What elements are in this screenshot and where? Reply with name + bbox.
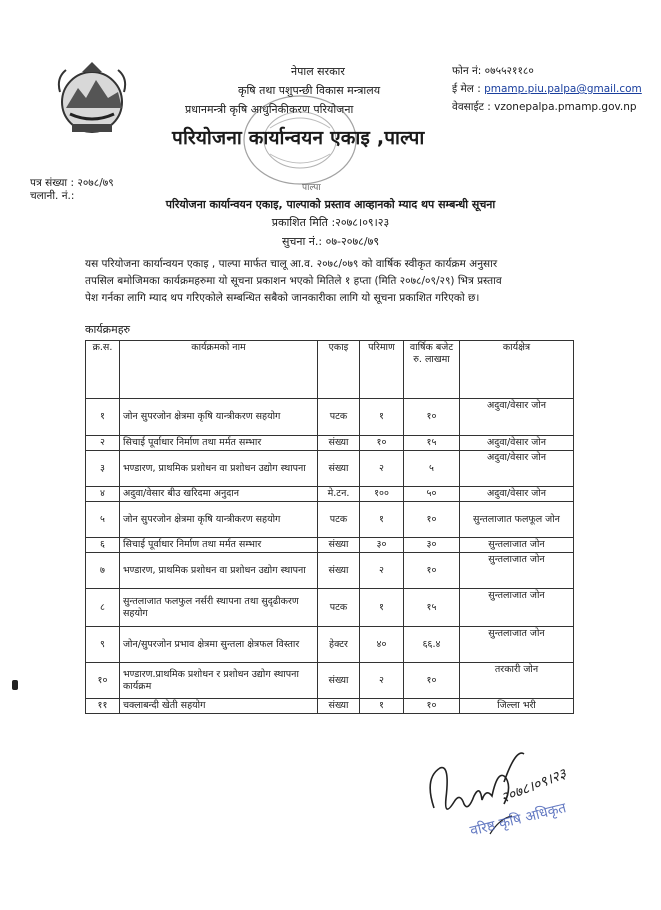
cell-budget: १०	[404, 399, 460, 436]
cell-name: चक्लाबन्दी खेती सहयोग	[120, 699, 318, 714]
cell-sn: २	[86, 436, 120, 451]
cell-name: भण्डारण, प्राथमिक प्रशोधन वा प्रशोधन उद्योग स्थापना	[120, 451, 318, 487]
cell-budget: ५०	[404, 487, 460, 502]
dispatch-number: चलानी. नं.:	[30, 190, 75, 202]
cell-area: सुन्तलाजात जोन	[460, 538, 574, 553]
cell-qty: १	[360, 699, 404, 714]
cell-unit: संख्या	[318, 451, 360, 487]
cell-budget: १०	[404, 502, 460, 538]
cell-sn: ७	[86, 553, 120, 589]
cell-budget: १५	[404, 589, 460, 627]
cell-name: जोन/सुपरजोन प्रभाव क्षेत्रमा सुन्तला क्षेत्रफल विस्तार	[120, 627, 318, 663]
cell-sn: ४	[86, 487, 120, 502]
cell-unit: हेक्टर	[318, 627, 360, 663]
cell-unit: संख्या	[318, 699, 360, 714]
cell-budget: ३०	[404, 538, 460, 553]
programs-heading: कार्यक्रमहरु	[85, 323, 131, 336]
cell-qty: १	[360, 502, 404, 538]
cell-unit: संख्या	[318, 553, 360, 589]
cell-sn: ८	[86, 589, 120, 627]
cell-budget: १०	[404, 553, 460, 589]
cell-name: अदुवा/वेसार बीउ खरिदमा अनुदान	[120, 487, 318, 502]
col-header-sn: क्र.स.	[86, 341, 120, 399]
cell-budget: ५	[404, 451, 460, 487]
notice-body-line-2: तपसिल बमोजिमका कार्यक्रमहरुमा यो सूचना प्रकाशन भएको मितिले १ हप्ता (मिति २०७८/०९/२९) भित्र प्रस्ताव	[85, 275, 502, 287]
cell-area: सुन्तलाजात जोन	[460, 589, 574, 627]
cell-qty: ३०	[360, 538, 404, 553]
table-row	[86, 663, 574, 699]
cell-area: तरकारी जोन	[460, 663, 574, 699]
contact-email-row	[452, 82, 642, 96]
cell-unit: मे.टन.	[318, 487, 360, 502]
header-project: प्रधानमन्त्री कृषि आधुनिकीकरण परियोजना	[185, 103, 354, 116]
table-row	[86, 699, 574, 714]
nepal-government-emblem	[52, 58, 132, 138]
cell-budget: १०	[404, 663, 460, 699]
cell-qty: २	[360, 553, 404, 589]
cell-budget: १०	[404, 699, 460, 714]
letter-number: पत्र संख्या : २०७८/७९	[30, 177, 114, 189]
cell-sn: १	[86, 399, 120, 436]
office-title: परियोजना कार्यान्वयन एकाइ ,पाल्पा	[172, 127, 425, 149]
cell-budget: १५	[404, 436, 460, 451]
cell-name: भण्डारण, प्राथमिक प्रशोधन वा प्रशोधन उद्योग स्थापना	[120, 553, 318, 589]
cell-unit: पटक	[318, 589, 360, 627]
designation-stamp: वरिष्ठ कृषि अधिकृत	[468, 800, 568, 840]
cell-qty: १	[360, 589, 404, 627]
cell-unit: पटक	[318, 502, 360, 538]
cell-area: अदुवा/वेसार जोन	[460, 399, 574, 436]
cell-qty: ४०	[360, 627, 404, 663]
cell-sn: ६	[86, 538, 120, 553]
cell-name: सुन्तलाजात फलफुल नर्सरी स्थापना तथा सुदृढीकरण सहयोग	[120, 589, 318, 627]
table-row	[86, 538, 574, 553]
contact-phone: फोन नं: ०७५५२११८०	[452, 65, 534, 77]
cell-qty: २	[360, 451, 404, 487]
signature-date: २०७८।०९।२३	[498, 766, 569, 807]
cell-area: अदुवा/वेसार जोन	[460, 487, 574, 502]
cell-qty: १०	[360, 436, 404, 451]
cell-qty: १	[360, 399, 404, 436]
contact-website: vzonepalpa.pmamp.gov.np	[494, 101, 637, 113]
col-header-area: कार्यक्षेत्र	[460, 341, 574, 399]
contact-website-row	[452, 100, 637, 114]
cell-area: अदुवा/वेसार जोन	[460, 436, 574, 451]
col-header-budget: वार्षिक बजेट रु. लाखमा	[404, 341, 460, 399]
table-row	[86, 627, 574, 663]
cell-name: सिचाई पूर्वाधार निर्माण तथा मर्मत सम्भार	[120, 436, 318, 451]
notice-body-line-3: पेश गर्नका लागि म्याद थप गरिएकोले सम्बन्धित सबैको जानकारीका लागि यो सूचना प्रकाशित गरिएको छ।	[85, 292, 480, 304]
cell-area: अदुवा/वेसार जोन	[460, 451, 574, 487]
cell-budget: ६६.४	[404, 627, 460, 663]
cell-qty: २	[360, 663, 404, 699]
cell-unit: संख्या	[318, 436, 360, 451]
cell-area: सुन्तलाजात जोन	[460, 627, 574, 663]
cell-name: सिचाई पूर्वाधार निर्माण तथा मर्मत सम्भार	[120, 538, 318, 553]
cell-sn: १०	[86, 663, 120, 699]
table-row	[86, 487, 574, 502]
cell-unit: संख्या	[318, 538, 360, 553]
table-row	[86, 589, 574, 627]
programs-table	[85, 340, 574, 714]
contact-website-label: वेवसाईट :	[452, 101, 495, 113]
table-header-row	[86, 341, 574, 399]
cell-qty: १००	[360, 487, 404, 502]
table-row	[86, 399, 574, 436]
table-row	[86, 451, 574, 487]
cell-area: सुन्तलाजात जोन	[460, 553, 574, 589]
cell-area: जिल्ला भरी	[460, 699, 574, 714]
cell-area: सुन्तलाजात फलफूल जोन	[460, 502, 574, 538]
seal-text: पाल्पा	[302, 183, 321, 193]
table-row	[86, 436, 574, 451]
table-row	[86, 502, 574, 538]
col-header-name: कार्यक्रमको नाम	[120, 341, 318, 399]
cell-unit: पटक	[318, 399, 360, 436]
cell-name: भण्डारण.प्राथमिक प्रशोधन र प्रशोधन उद्योग स्थापना कार्यक्रम	[120, 663, 318, 699]
cell-sn: ११	[86, 699, 120, 714]
header-ministry: कृषि तथा पशुपन्छी विकास मन्त्रालय	[238, 84, 381, 97]
header-country: नेपाल सरकार	[291, 65, 345, 78]
cell-sn: ५	[86, 502, 120, 538]
cell-name: जोन सुपरजोन क्षेत्रमा कृषि यान्त्रीकरण सहयोग	[120, 399, 318, 436]
table-row	[86, 553, 574, 589]
col-header-unit: एकाइ	[318, 341, 360, 399]
cell-name: जोन सुपरजोन क्षेत्रमा कृषि यान्त्रीकरण सहयोग	[120, 502, 318, 538]
col-header-qty: परिमाण	[360, 341, 404, 399]
cell-sn: ९	[86, 627, 120, 663]
notice-number: सुचना नं.: ०७-२०७८/७९	[281, 235, 380, 248]
contact-email-label: ई मेल :	[452, 83, 485, 95]
cell-sn: ३	[86, 451, 120, 487]
contact-email-link[interactable]: pmamp.piu.palpa@gmail.com	[484, 83, 642, 95]
notice-body-line-1: यस परियोजना कार्यान्वयन एकाइ , पाल्पा मार्फत चालू आ.व. २०७८/०७९ को वार्षिक स्वीकृत कार्यक्रम अनुसार	[85, 258, 498, 270]
scan-mark	[12, 680, 18, 690]
cell-unit: संख्या	[318, 663, 360, 699]
notice-published-date: प्रकाशित मिति :२०७८।०९।२३	[271, 216, 390, 229]
notice-subject: परियोजना कार्यान्वयन एकाइ, पाल्पाको प्रस्ताव आव्हानको म्याद थप सम्बन्धी सूचना	[165, 198, 496, 211]
